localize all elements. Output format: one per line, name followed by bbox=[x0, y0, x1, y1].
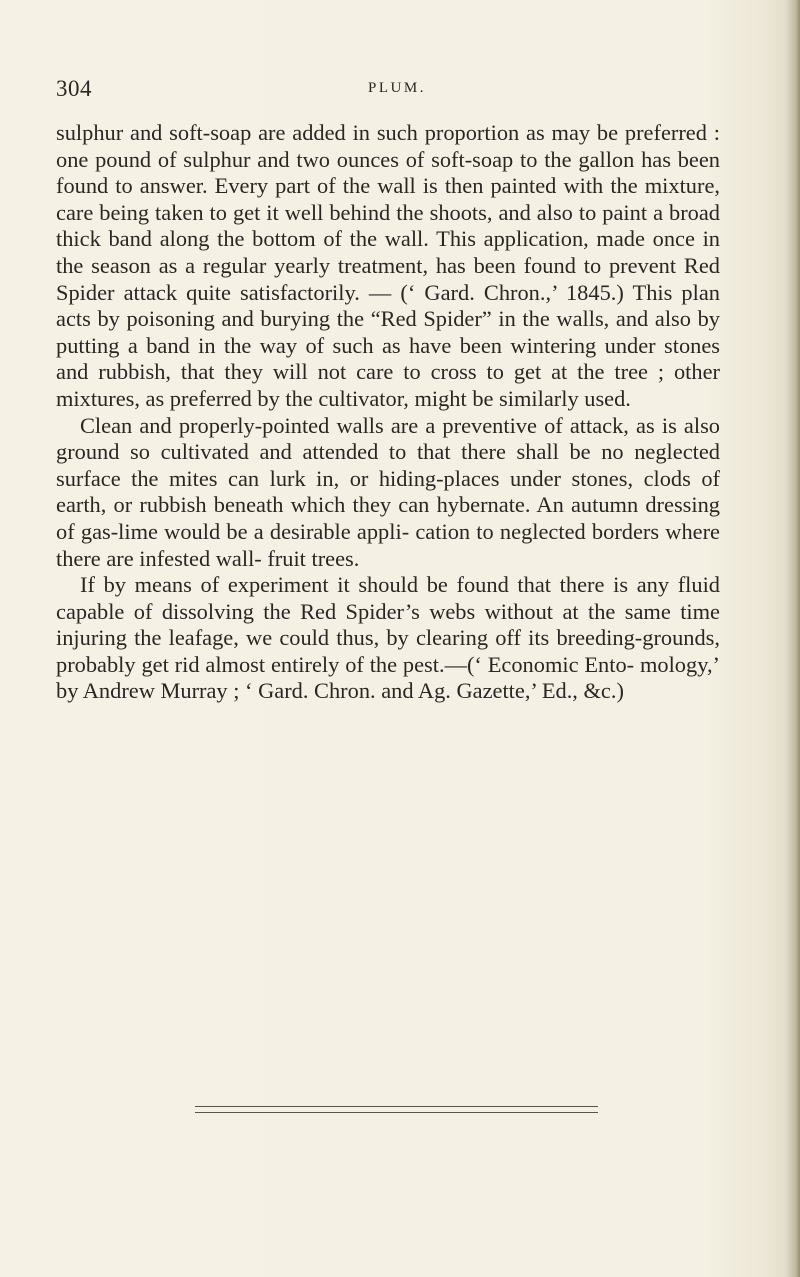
body-text bbox=[56, 120, 720, 705]
page-number: 304 bbox=[56, 76, 92, 101]
paragraph-3: If by means of experiment it should be found that there is any fluid capable of dissolving the Red Spider’s webs without at the same time injuring the leafage, we could thus, by clearing off its breeding-grounds, probably get rid almost entirely of the pest.—(‘ Economic Ento- mology,’ by Andrew Murray ; ‘ Gard. Chron. and Ag. Gazette,’ Ed., &c.) bbox=[56, 572, 720, 704]
section-divider-rule bbox=[195, 1112, 598, 1113]
paragraph-1: sulphur and soft-soap are added in such proportion as may be preferred : one pound of sulphur and two ounces of soft-soap to the gallon has been found to answer. Every part of the wall is then painted with the mixture, care being taken to get it well behind the shoots, and also to paint a broad thick band along the bottom of the wall. This application, made once in the season as a regular yearly treatment, has been found to prevent Red Spider attack quite satisfactorily. — (‘ Gard. Chron.,’ 1845.) This plan acts by poisoning and burying the “Red Spider” in the walls, and also by putting a band in the way of such as have been wintering under stones and rubbish, that they will not care to cross to get at the tree ; other mixtures, as preferred by the cultivator, might be similarly used. bbox=[56, 120, 720, 411]
paragraph-2: Clean and properly-pointed walls are a preventive of attack, as is also ground so cultivated and attended to that there shall be no neglected surface the mites can lurk in, or hiding-places under stones, clods of earth, or rubbish beneath which they can hybernate. An autumn dressing of gas-lime would be a desirable appli- cation to neglected borders where there are infested wall- fruit trees. bbox=[56, 412, 720, 571]
running-head: PLUM. bbox=[368, 80, 426, 96]
page-header bbox=[56, 76, 720, 106]
page-edge-shadow bbox=[786, 0, 800, 1277]
section-divider-rule bbox=[195, 1106, 598, 1107]
